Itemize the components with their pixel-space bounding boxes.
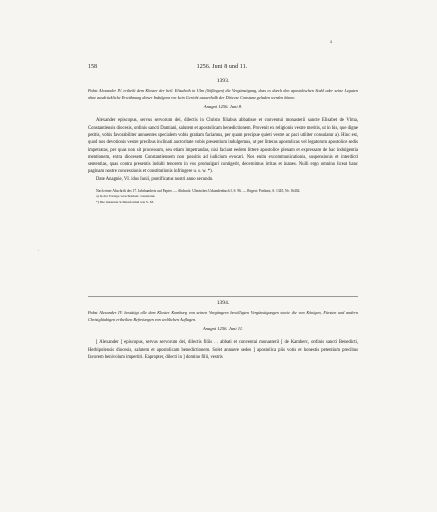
document-summary: Pabst Alexander IV. ertheilt dem Kloster der heil. Elisabeth in Ulm (Söflingen) die Vergünstigung, dass es durch den apostolischen Stuhl oder seine Legaten ohne ausdrückliche Erwähnung dieser Indulgenz vor kein Gericht ausserhalb der Diöcese Constanz geladen werden könne. xyxy=(88,88,358,101)
corner-mark: a xyxy=(330,40,333,45)
document-text: Alexander episcopus, servus servorum dei, dilectis in Christo filiabus abbatisse et conventui monasterii sancte Elisabet de Vlma, Constantiensis diocesis, ordinis sancti Damiani, salutem et apostolicam benedictionem. Provenit ex religionis vestre meritis, ut in his, que digne petitis, vobis favorabiliter annuentes specialem vobis gratiam faciamus, per quam precipue quieti vestre ac paci utiliter consulatur a). Hinc est, quod nos devotionis vestre precibus inclinati auctoritate vobis presentium indulgemus, ut per litteras apostolicas vel legatorum apostolice sedis impetratas, per quas non sit processum, seu etiam impetrandas, nisi faciant eedem littere apostolice plenam et expressam de hac indulgentia mentionem, extra diocesem Constantiensem non possitis ad iudicium evocari. Nos enim excommunicationis, suspensionis et interdicti sententias, quas contra presentis indulti tenorem in vos promulgari contigerit, decernimus irritas et inanes. Nulli ergo omnino liceat hanc paginam nostre concessionis et constitutionis infringere u. s. w. *). xyxy=(88,118,358,175)
running-header xyxy=(88,64,356,70)
footnote-star: *) Die bekannte Schlussformel wie S. 63. xyxy=(96,199,155,204)
document-1393 xyxy=(88,78,358,205)
margin-mark: . xyxy=(38,248,40,253)
document-number: 1394. xyxy=(216,300,230,306)
section-divider xyxy=(88,296,358,297)
document-date: Anagni 1256. Juni 11. xyxy=(202,326,244,332)
footnote-a: a) In der Vorlage verschrieben: consulatur. xyxy=(96,194,156,199)
document-text: [ Alexander ] episcopus, servus servorum dei, dilectis filiis . . abbati et conventui monasterii [ de Kamberc, ordinis sancti Benedicti, Herbipolensis diocesis, salutem et apostolicam benedictionem. Solet annuere sedes ] apostolica piis votis et honestis petentium precibus favorem benivolum impertiri. Eapropter, dilecti in ] domino filii, vestris xyxy=(88,340,358,360)
document-number: 1393. xyxy=(216,78,230,84)
document-1394 xyxy=(88,300,358,361)
page-number: 158 xyxy=(88,64,97,70)
document-dateline: Date Anagnie, VI. idus Iunii, pontificatus nostri anno secundo. xyxy=(96,176,214,182)
source-note: Nach einer Abschrift des 17. Jahrhunderts auf Papier. — Abdruck: Ulmisches Urkundenbuch I, S. 96. — Regest: Potthast, S. 1345, Nr. 16402. xyxy=(96,189,301,194)
running-title: 1256. Juni 8 und 11. xyxy=(196,64,248,70)
document-date: Anagni 1256. Juni 8. xyxy=(203,104,243,110)
document-summary: Pabst Alexander IV. bestätigt alle dem Kloster Komburg von seinen Vorgängern bewilligten Vergünstigungen sowie die von Königen, Fürsten und andern Christgläubigen ertheilten Befreiungen von weltlichen Auflagen. xyxy=(88,310,358,323)
